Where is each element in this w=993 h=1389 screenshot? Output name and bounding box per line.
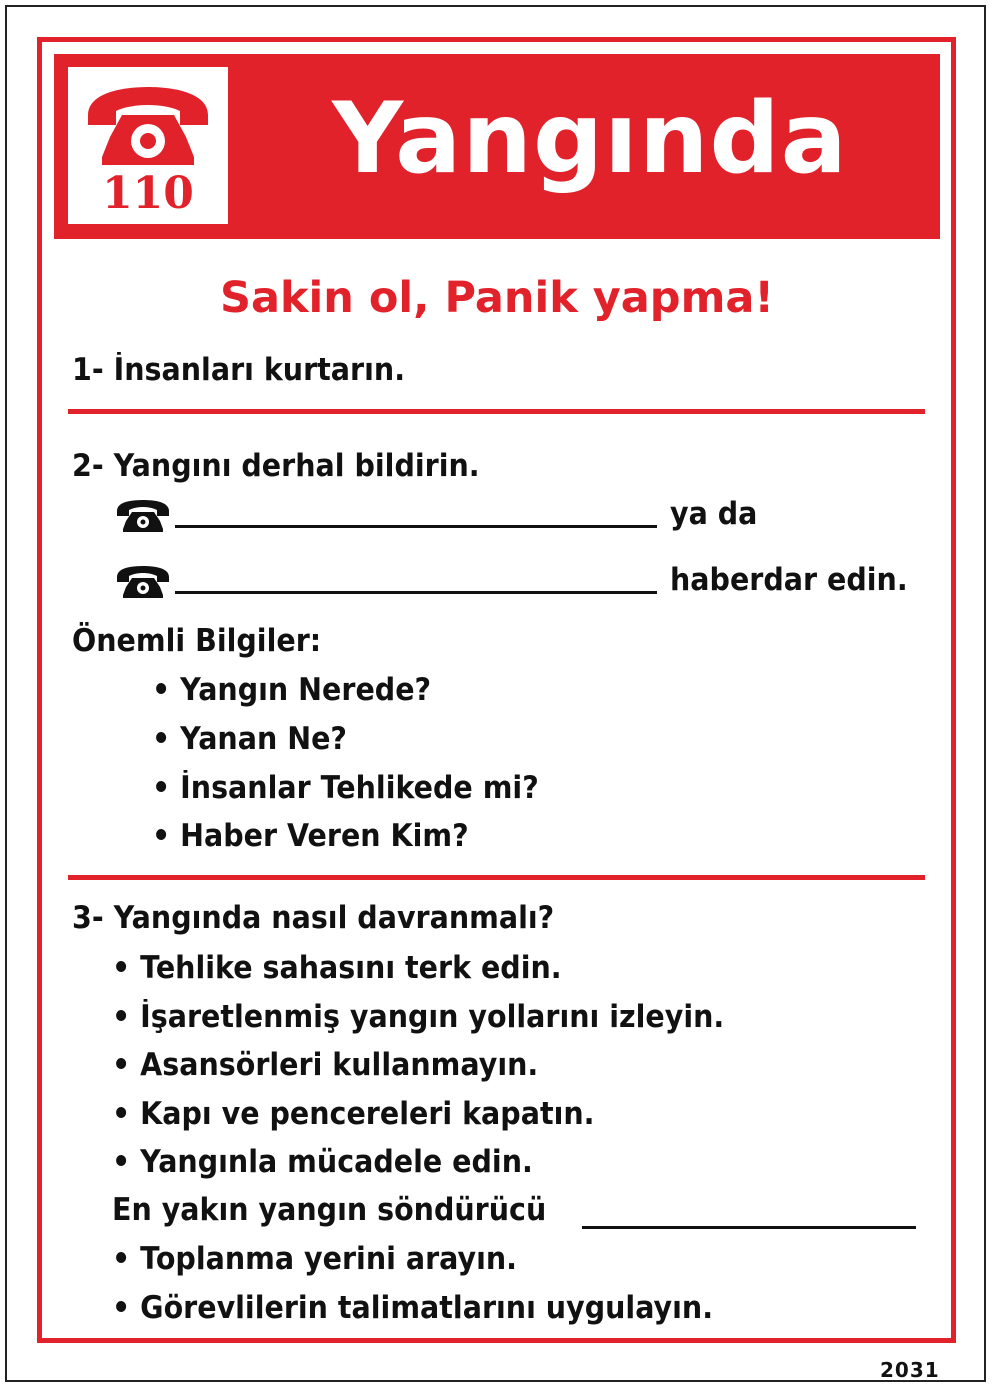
info-item: • Yanan Ne?: [152, 721, 347, 757]
emergency-phone-box: [68, 67, 228, 224]
behavior-item: • Görevlilerin talimatlarını uygulayın.: [112, 1290, 714, 1326]
step-2-heading: 2- Yangını derhal bildirin.: [72, 448, 480, 484]
emergency-number: 110: [102, 168, 194, 219]
phone-line-1-suffix: ya da: [670, 496, 758, 532]
phone-field-1: [175, 525, 657, 528]
behavior-item: • Toplanma yerini arayın.: [112, 1241, 518, 1277]
sign-title: Yangında: [332, 82, 848, 196]
phone-field-2: [175, 591, 657, 594]
info-item: • Yangın Nerede?: [152, 672, 432, 708]
step-1-text: 1- İnsanları kurtarın.: [72, 352, 406, 388]
step-3-heading: 3- Yangında nasıl davranmalı?: [72, 900, 555, 936]
sign-code: 2031: [880, 1358, 940, 1382]
extinguisher-label: En yakın yangın söndürücü: [112, 1192, 547, 1228]
info-item: • Haber Veren Kim?: [152, 818, 469, 854]
behavior-item: • Asansörleri kullanmayın.: [112, 1047, 539, 1083]
divider-1: [68, 409, 925, 414]
info-heading: Önemli Bilgiler:: [72, 623, 322, 659]
phone-line-2-suffix: haberdar edin.: [670, 562, 908, 598]
sign-subtitle: Sakin ol, Panik yapma!: [219, 273, 775, 323]
behavior-item: • Yangınla mücadele edin.: [112, 1144, 533, 1180]
extinguisher-field: [582, 1226, 916, 1229]
behavior-item: • İşaretlenmiş yangın yollarını izleyin.: [112, 999, 725, 1035]
telephone-icon: [82, 85, 214, 167]
divider-2: [68, 875, 925, 880]
info-item: • İnsanlar Tehlikede mi?: [152, 770, 539, 806]
telephone-icon: [115, 565, 171, 599]
behavior-item: • Kapı ve pencereleri kapatın.: [112, 1096, 595, 1132]
telephone-icon: [115, 499, 171, 533]
behavior-item: • Tehlike sahasını terk edin.: [112, 950, 562, 986]
